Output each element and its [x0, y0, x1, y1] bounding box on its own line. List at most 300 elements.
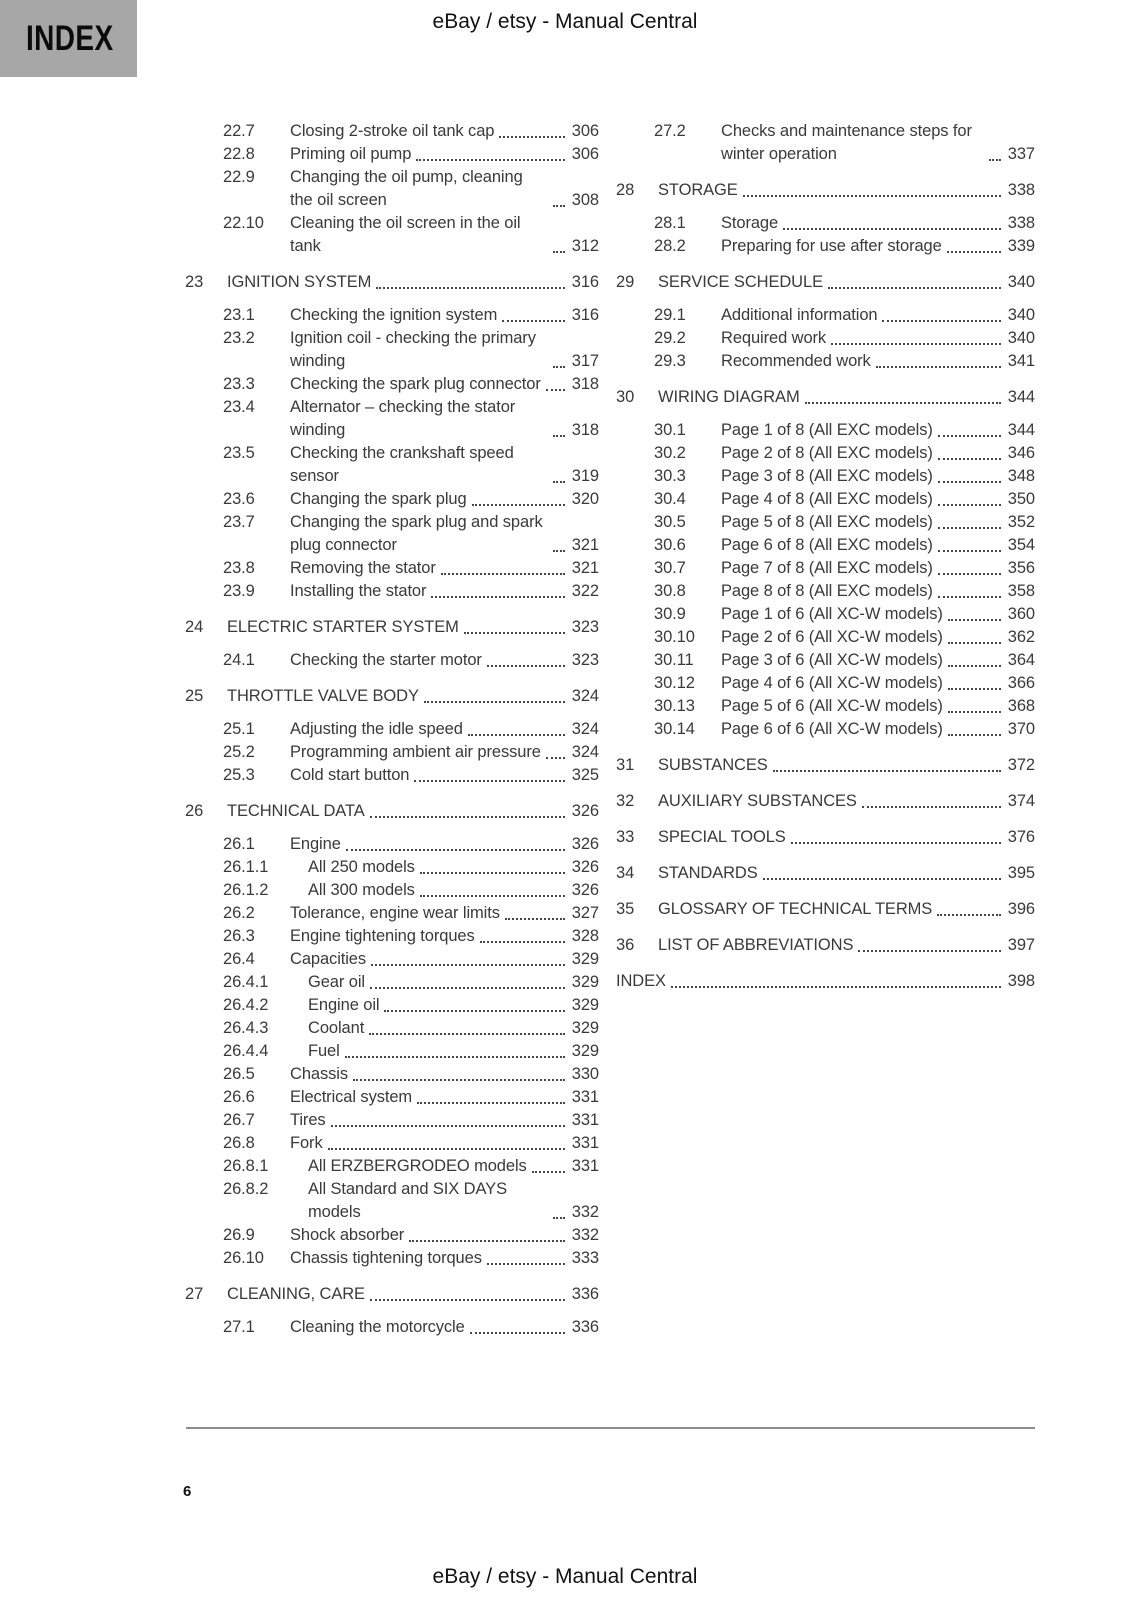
toc-entry-page: 339 — [1007, 237, 1035, 255]
toc-entry-number: 26.1.2 — [223, 881, 269, 899]
dot-leader — [553, 435, 565, 437]
toc-entry-number: 30.3 — [654, 467, 686, 485]
dot-leader — [480, 941, 565, 943]
toc-entry-title: Cold start button — [290, 766, 410, 784]
toc-entry — [616, 862, 1035, 885]
toc-entry-title: Gear oil — [308, 973, 365, 991]
toc-entry-number: 32 — [616, 792, 635, 810]
toc-entry — [185, 1132, 599, 1155]
dot-leader — [805, 402, 1001, 404]
dot-leader — [384, 1010, 565, 1012]
dot-leader — [416, 159, 565, 161]
toc-entry-number: 26.4.2 — [223, 996, 269, 1014]
page-header-title: eBay / etsy - Manual Central — [432, 10, 698, 33]
toc-entry — [185, 166, 599, 212]
toc-entry-title: Coolant — [308, 1019, 365, 1037]
dot-leader — [499, 136, 565, 138]
dot-leader — [502, 320, 565, 322]
toc-entry — [616, 754, 1035, 777]
toc-entry-title: Removing the stator — [290, 559, 436, 577]
toc-entry-page: 318 — [571, 375, 599, 393]
toc-entry-number: 30.7 — [654, 559, 686, 577]
toc-entry-page: 360 — [1007, 605, 1035, 623]
dot-leader — [328, 1148, 565, 1150]
toc-entry — [616, 580, 1035, 603]
toc-entry-number: 26.8.2 — [223, 1180, 269, 1198]
toc-entry-number: 22.9 — [223, 168, 255, 186]
toc-entry-title: Page 1 of 8 (All EXC models) — [721, 421, 933, 439]
dot-leader — [947, 251, 1001, 253]
toc-entry — [616, 327, 1035, 350]
toc-entry-page: 308 — [571, 191, 599, 209]
toc-entry — [185, 1063, 599, 1086]
dot-leader — [487, 1263, 565, 1265]
toc-entry — [185, 685, 599, 708]
toc-entry-page: 336 — [571, 1318, 599, 1336]
toc-entry-number: 28.2 — [654, 237, 686, 255]
toc-entry — [185, 1155, 599, 1178]
toc-entry-page: 325 — [571, 766, 599, 784]
toc-entry-page: 329 — [571, 1042, 599, 1060]
toc-entry-title: CLEANING, CARE — [227, 1285, 365, 1303]
toc-entry-title: All 300 models — [308, 881, 415, 899]
toc-entry-page: 326 — [571, 835, 599, 853]
toc-entry-number: 22.10 — [223, 214, 264, 232]
toc-entry — [185, 616, 599, 639]
toc-entry-page: 323 — [571, 651, 599, 669]
toc-entry-number: 25.3 — [223, 766, 255, 784]
toc-entry-number: 26.1.1 — [223, 858, 269, 876]
toc-entry-title: Cleaning the motorcycle — [290, 1318, 465, 1336]
toc-column-left — [185, 120, 599, 1339]
toc-entry — [185, 1247, 599, 1270]
toc-column-right — [616, 120, 1035, 1003]
dot-leader — [553, 1217, 565, 1219]
toc-entry-number: 30.14 — [654, 720, 695, 738]
page-number: 6 — [183, 1483, 192, 1500]
toc-entry-number: 22.8 — [223, 145, 255, 163]
toc-entry-page: 348 — [1007, 467, 1035, 485]
toc-entry-title: STORAGE — [658, 181, 738, 199]
dot-leader — [948, 688, 1001, 690]
toc-entry-title: Changing the oil pump, cleaning the oil screen — [290, 168, 523, 209]
toc-entry-page: 338 — [1007, 181, 1035, 199]
toc-entry-page: 397 — [1007, 936, 1035, 954]
toc-entry-number: 26.4.4 — [223, 1042, 269, 1060]
toc-entry-number: 23.4 — [223, 398, 255, 416]
toc-entry-title: Closing 2-stroke oil tank cap — [290, 122, 495, 140]
toc-entry-page: 306 — [571, 145, 599, 163]
toc-entry-title: Page 3 of 6 (All XC-W models) — [721, 651, 943, 669]
toc-entry — [185, 1178, 599, 1224]
toc-entry-title: Priming oil pump — [290, 145, 412, 163]
toc-entry — [616, 970, 1035, 993]
toc-entry-page: 398 — [1007, 972, 1035, 990]
toc-entry-number: 23 — [185, 273, 204, 291]
dot-leader — [948, 711, 1001, 713]
toc-entry-page: 326 — [571, 858, 599, 876]
toc-entry-title: AUXILIARY SUBSTANCES — [658, 792, 857, 810]
toc-entry-page: 337 — [1007, 145, 1035, 163]
toc-entry — [185, 396, 599, 442]
dot-leader — [937, 914, 1001, 916]
toc-entry-number: 25.1 — [223, 720, 255, 738]
dot-leader — [532, 1171, 565, 1173]
toc-entry-title: Cleaning the oil screen in the oil tank — [290, 214, 521, 255]
toc-entry-title: GLOSSARY OF TECHNICAL TERMS — [658, 900, 933, 918]
toc-entry-number: 28.1 — [654, 214, 686, 232]
dot-leader — [948, 642, 1001, 644]
toc-entry-title: Page 2 of 8 (All EXC models) — [721, 444, 933, 462]
dot-leader — [369, 1033, 565, 1035]
dot-leader — [763, 878, 1001, 880]
toc-entry — [616, 271, 1035, 294]
dot-leader — [546, 389, 565, 391]
toc-entry-page: 329 — [571, 1019, 599, 1037]
toc-entry-page: 326 — [571, 802, 599, 820]
toc-entry-number: 34 — [616, 864, 635, 882]
toc-entry — [616, 350, 1035, 373]
dot-leader — [882, 320, 1001, 322]
toc-entry — [185, 971, 599, 994]
dot-leader — [417, 1102, 565, 1104]
toc-entry-page: 362 — [1007, 628, 1035, 646]
toc-entry-number: 23.6 — [223, 490, 255, 508]
toc-entry-number: 26 — [185, 802, 204, 820]
toc-entry-number: 26.7 — [223, 1111, 255, 1129]
dot-leader — [831, 343, 1001, 345]
dot-leader — [505, 918, 565, 920]
toc-entry — [185, 1283, 599, 1306]
toc-entry-title: SPECIAL TOOLS — [658, 828, 786, 846]
toc-entry-title: Page 3 of 8 (All EXC models) — [721, 467, 933, 485]
toc-entry-page: 327 — [571, 904, 599, 922]
footer-divider — [186, 1427, 1035, 1429]
toc-entry-title: IGNITION SYSTEM — [227, 273, 372, 291]
toc-entry-title: INDEX — [616, 972, 666, 990]
toc-entry — [616, 534, 1035, 557]
dot-leader — [938, 481, 1001, 483]
toc-entry — [185, 856, 599, 879]
toc-entry-title: Engine tightening torques — [290, 927, 475, 945]
toc-entry-number: 23.7 — [223, 513, 255, 531]
toc-entry-number: 23.3 — [223, 375, 255, 393]
toc-entry-page: 319 — [571, 467, 599, 485]
toc-entry-title: Checking the spark plug connector — [290, 375, 541, 393]
toc-entry-title: WIRING DIAGRAM — [658, 388, 800, 406]
dot-leader — [424, 701, 565, 703]
toc-entry — [185, 143, 599, 166]
toc-entry-page: 321 — [571, 559, 599, 577]
toc-entry-title: Page 6 of 8 (All EXC models) — [721, 536, 933, 554]
toc-entry-number: 30.2 — [654, 444, 686, 462]
toc-entry-title: SERVICE SCHEDULE — [658, 273, 823, 291]
toc-entry-title: Electrical system — [290, 1088, 413, 1106]
toc-entry — [616, 386, 1035, 409]
toc-entry-page: 356 — [1007, 559, 1035, 577]
toc-entry — [185, 925, 599, 948]
toc-entry-page: 370 — [1007, 720, 1035, 738]
toc-entry — [185, 212, 599, 258]
toc-entry-number: 29.1 — [654, 306, 686, 324]
toc-entry-page: 358 — [1007, 582, 1035, 600]
toc-entry-page: 329 — [571, 950, 599, 968]
toc-entry-title: Installing the stator — [290, 582, 427, 600]
toc-entry-page: 316 — [571, 273, 599, 291]
toc-entry-number: 35 — [616, 900, 635, 918]
dot-leader — [743, 195, 1001, 197]
toc-entry-number: 30.11 — [654, 651, 694, 669]
dot-leader — [989, 159, 1001, 161]
toc-entry-page: 312 — [571, 237, 599, 255]
toc-entry-page: 306 — [571, 122, 599, 140]
toc-entry-page: 329 — [571, 996, 599, 1014]
toc-entry-number: 26.1 — [223, 835, 255, 853]
toc-entry-title: TECHNICAL DATA — [227, 802, 365, 820]
toc-entry-number: 30.9 — [654, 605, 686, 623]
toc-entry-number: 30.13 — [654, 697, 695, 715]
index-tab-label: INDEX — [26, 18, 114, 58]
dot-leader — [376, 287, 565, 289]
toc-entry-title: Programming ambient air pressure — [290, 743, 541, 761]
dot-leader — [938, 527, 1001, 529]
toc-entry-page: 324 — [571, 743, 599, 761]
toc-entry-page: 322 — [571, 582, 599, 600]
toc-entry-number: 22.7 — [223, 122, 255, 140]
toc-entry-page: 366 — [1007, 674, 1035, 692]
toc-entry — [616, 465, 1035, 488]
toc-entry-title: Page 5 of 8 (All EXC models) — [721, 513, 933, 531]
toc-entry — [185, 764, 599, 787]
toc-entry-title: THROTTLE VALVE BODY — [227, 687, 419, 705]
toc-entry-title: Changing the spark plug and spark plug connector — [290, 513, 543, 554]
toc-entry-title: Engine oil — [308, 996, 380, 1014]
toc-entry-page: 340 — [1007, 273, 1035, 291]
toc-entry-number: 26.3 — [223, 927, 255, 945]
toc-entry-title: All Standard and SIX DAYS models — [308, 1180, 507, 1221]
toc-entry-number: 26.5 — [223, 1065, 255, 1083]
toc-entry-page: 329 — [571, 973, 599, 991]
toc-entry-number: 29.3 — [654, 352, 686, 370]
toc-entry — [185, 833, 599, 856]
toc-entry-number: 27.2 — [654, 122, 686, 140]
toc-entry-title: All ERZBERGRODEO models — [308, 1157, 527, 1175]
toc-entry-page: 326 — [571, 881, 599, 899]
dot-leader — [353, 1079, 565, 1081]
dot-leader — [346, 849, 565, 851]
dot-leader — [773, 770, 1001, 772]
dot-leader — [938, 573, 1001, 575]
toc-entry-page: 336 — [571, 1285, 599, 1303]
toc-entry-number: 30.10 — [654, 628, 695, 646]
toc-entry — [185, 1017, 599, 1040]
toc-entry-title: Chassis — [290, 1065, 348, 1083]
toc-entry — [616, 304, 1035, 327]
toc-entry-number: 30.8 — [654, 582, 686, 600]
toc-entry-number: 23.8 — [223, 559, 255, 577]
toc-entry-number: 29 — [616, 273, 635, 291]
toc-entry — [616, 790, 1035, 813]
toc-entry-number: 25 — [185, 687, 204, 705]
toc-entry — [616, 419, 1035, 442]
toc-entry — [185, 994, 599, 1017]
toc-entry-number: 30.1 — [654, 421, 686, 439]
toc-entry — [616, 626, 1035, 649]
toc-entry-number: 26.6 — [223, 1088, 255, 1106]
toc-entry-title: Fork — [290, 1134, 323, 1152]
toc-entry-number: 26.9 — [223, 1226, 255, 1244]
toc-entry-page: 352 — [1007, 513, 1035, 531]
toc-entry-title: Preparing for use after storage — [721, 237, 942, 255]
toc-entry — [185, 304, 599, 327]
toc-entry — [185, 649, 599, 672]
toc-entry — [616, 235, 1035, 258]
toc-entry-page: 332 — [571, 1226, 599, 1244]
toc-entry-page: 374 — [1007, 792, 1035, 810]
toc-entry — [185, 271, 599, 294]
dot-leader — [414, 780, 565, 782]
toc-entry-page: 372 — [1007, 756, 1035, 774]
toc-entry-page: 338 — [1007, 214, 1035, 232]
toc-entry-title: LIST OF ABBREVIATIONS — [658, 936, 854, 954]
toc-entry-number: 26.2 — [223, 904, 255, 922]
dot-leader — [858, 950, 1001, 952]
toc-entry — [185, 879, 599, 902]
toc-entry — [185, 442, 599, 488]
dot-leader — [671, 986, 1001, 988]
toc-entry — [185, 511, 599, 557]
toc-entry — [185, 1109, 599, 1132]
toc-entry-page: 396 — [1007, 900, 1035, 918]
toc-entry-page: 330 — [571, 1065, 599, 1083]
dot-leader — [948, 734, 1001, 736]
dot-leader — [783, 228, 1001, 230]
toc-entry-title: Capacities — [290, 950, 367, 968]
toc-entry-title: All 250 models — [308, 858, 415, 876]
dot-leader — [948, 665, 1001, 667]
toc-entry-number: 36 — [616, 936, 635, 954]
toc-entry-title: Adjusting the idle speed — [290, 720, 463, 738]
toc-entry — [185, 1316, 599, 1339]
dot-leader — [472, 504, 565, 506]
toc-entry — [616, 695, 1035, 718]
toc-entry — [185, 120, 599, 143]
toc-entry-page: 331 — [571, 1157, 599, 1175]
toc-entry — [185, 557, 599, 580]
toc-entry-page: 331 — [571, 1111, 599, 1129]
toc-entry-title: Checking the ignition system — [290, 306, 498, 324]
toc-entry-title: Checking the starter motor — [290, 651, 482, 669]
dot-leader — [553, 481, 565, 483]
toc-entry-page: 317 — [571, 352, 599, 370]
toc-entry-page: 331 — [571, 1134, 599, 1152]
toc-entry-page: 346 — [1007, 444, 1035, 462]
dot-leader — [441, 573, 565, 575]
toc-entry-title: Page 1 of 6 (All XC-W models) — [721, 605, 943, 623]
dot-leader — [420, 895, 565, 897]
toc-entry-number: 28 — [616, 181, 635, 199]
toc-entry-page: 316 — [571, 306, 599, 324]
toc-entry-page: 331 — [571, 1088, 599, 1106]
toc-entry-title: Storage — [721, 214, 779, 232]
toc-entry-number: 24.1 — [223, 651, 255, 669]
toc-entry-page: 340 — [1007, 306, 1035, 324]
dot-leader — [876, 366, 1001, 368]
toc-entry-title: Page 7 of 8 (All EXC models) — [721, 559, 933, 577]
toc-entry-page: 395 — [1007, 864, 1035, 882]
toc-entry-title: Page 5 of 6 (All XC-W models) — [721, 697, 943, 715]
dot-leader — [791, 842, 1001, 844]
dot-leader — [464, 632, 565, 634]
toc-entry-title: Required work — [721, 329, 827, 347]
toc-entry-title: Additional information — [721, 306, 878, 324]
toc-entry-title: ELECTRIC STARTER SYSTEM — [227, 618, 459, 636]
toc-entry-page: 320 — [571, 490, 599, 508]
toc-entry-title: Engine — [290, 835, 341, 853]
toc-entry — [185, 373, 599, 396]
dot-leader — [546, 757, 565, 759]
dot-leader — [553, 366, 565, 368]
toc-entry — [616, 442, 1035, 465]
toc-entry — [616, 826, 1035, 849]
toc-entry-page: 364 — [1007, 651, 1035, 669]
toc-entry-page: 340 — [1007, 329, 1035, 347]
toc-entry-title: Page 2 of 6 (All XC-W models) — [721, 628, 943, 646]
toc-entry — [185, 948, 599, 971]
toc-entry-number: 26.4.3 — [223, 1019, 269, 1037]
toc-entry-title: Alternator – checking the stator winding — [290, 398, 516, 439]
dot-leader — [553, 251, 565, 253]
toc-entry-page: 354 — [1007, 536, 1035, 554]
toc-entry-title: Tolerance, engine wear limits — [290, 904, 500, 922]
toc-entry — [185, 327, 599, 373]
toc-entry-number: 31 — [616, 756, 635, 774]
dot-leader — [828, 287, 1001, 289]
toc-entry-title: Page 4 of 8 (All EXC models) — [721, 490, 933, 508]
toc-entry-number: 27.1 — [223, 1318, 255, 1336]
toc-entry — [185, 800, 599, 823]
dot-leader — [938, 550, 1001, 552]
dot-leader — [370, 816, 565, 818]
dot-leader — [420, 872, 565, 874]
toc-entry — [185, 1040, 599, 1063]
toc-entry — [616, 120, 1035, 166]
toc-entry-number: 26.8.1 — [223, 1157, 269, 1175]
toc-entry-page: 324 — [571, 687, 599, 705]
toc-entry — [185, 488, 599, 511]
toc-entry-number: 30.12 — [654, 674, 695, 692]
toc-entry — [185, 741, 599, 764]
dot-leader — [487, 665, 565, 667]
toc-entry-number: 23.9 — [223, 582, 255, 600]
dot-leader — [862, 806, 1001, 808]
toc-entry-number: 26.4 — [223, 950, 255, 968]
toc-entry-number: 26.4.1 — [223, 973, 269, 991]
toc-entry-page: 344 — [1007, 421, 1035, 439]
toc-entry-number: 23.5 — [223, 444, 255, 462]
toc-entry-page: 328 — [571, 927, 599, 945]
toc-entry-number: 30 — [616, 388, 635, 406]
toc-entry-page: 350 — [1007, 490, 1035, 508]
toc-entry-page: 318 — [571, 421, 599, 439]
toc-entry — [616, 603, 1035, 626]
toc-entry — [185, 718, 599, 741]
toc-entry-page: 376 — [1007, 828, 1035, 846]
toc-entry — [616, 511, 1035, 534]
dot-leader — [409, 1240, 565, 1242]
toc-entry — [616, 672, 1035, 695]
toc-entry-title: Shock absorber — [290, 1226, 405, 1244]
